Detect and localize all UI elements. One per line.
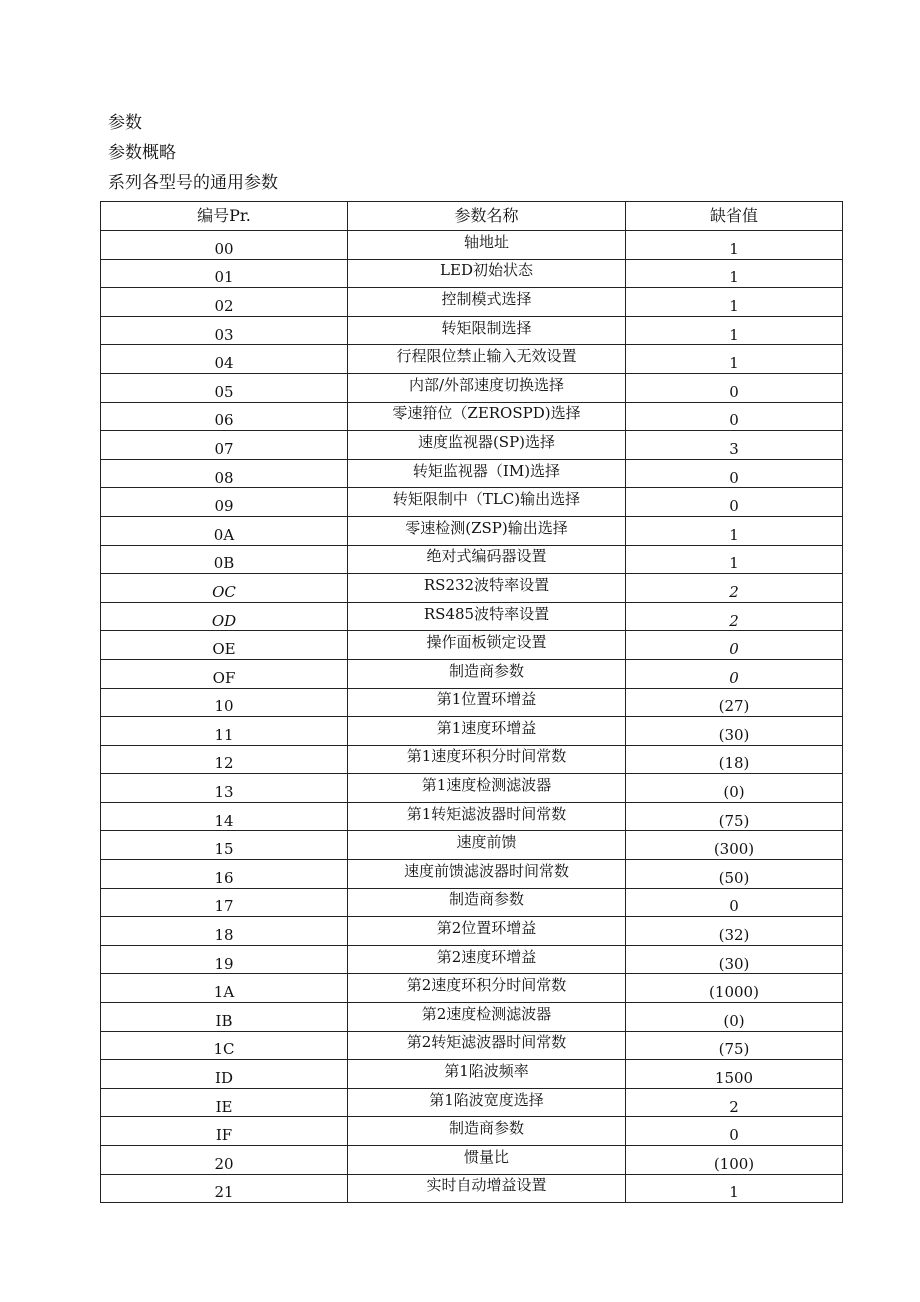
- param-name-cell: [348, 316, 626, 345]
- table-row: [101, 545, 843, 574]
- table-row: [101, 431, 843, 460]
- param-name: 内部/外部速度切换选择: [408, 375, 565, 394]
- param-default: 1: [729, 268, 739, 287]
- param-default: (75): [718, 1040, 750, 1059]
- header-default: 缺省值: [626, 202, 843, 231]
- param-name: RS485波特率设置: [423, 604, 550, 623]
- param-number-cell: [101, 402, 348, 431]
- table-row: [101, 631, 843, 660]
- table-row: [101, 974, 843, 1003]
- param-name-cell: [348, 1088, 626, 1117]
- table-row: [101, 1088, 843, 1117]
- param-name: 速度前馈滤波器时间常数: [403, 861, 569, 880]
- param-number: 07: [214, 439, 234, 458]
- param-number-cell: [101, 545, 348, 574]
- table-row: [101, 288, 843, 317]
- param-name: 第1陷波宽度选择: [429, 1090, 544, 1109]
- table-caption: 系列各型号的通用参数: [108, 173, 278, 193]
- param-default-cell: [626, 431, 843, 460]
- param-number: 1C: [213, 1040, 235, 1059]
- param-name-cell: [348, 431, 626, 460]
- param-name-cell: [348, 688, 626, 717]
- param-default-cell: [626, 831, 843, 860]
- param-default: (27): [718, 697, 750, 716]
- param-name-cell: [348, 888, 626, 917]
- param-default-cell: [626, 574, 843, 603]
- param-number-cell: [101, 316, 348, 345]
- table-row: [101, 231, 843, 260]
- param-default: 0: [729, 897, 739, 916]
- table-row: [101, 1174, 843, 1203]
- param-number-cell: [101, 917, 348, 946]
- param-default-cell: [626, 402, 843, 431]
- table-row: [101, 1117, 843, 1146]
- param-name: 制造商参数: [448, 890, 524, 909]
- param-name: 第2速度检测滤波器: [421, 1004, 552, 1023]
- param-default: (1000): [709, 983, 759, 1002]
- table-row: [101, 860, 843, 889]
- param-default-cell: [626, 659, 843, 688]
- header-name: 参数名称: [348, 202, 626, 231]
- param-number: 13: [214, 783, 234, 802]
- param-name: 第2位置环增益: [436, 919, 537, 938]
- param-name-cell: [348, 345, 626, 374]
- param-default-cell: [626, 1117, 843, 1146]
- param-number: ID: [215, 1069, 233, 1088]
- param-default: (75): [718, 811, 750, 830]
- param-default: (0): [723, 783, 745, 802]
- param-number: 03: [214, 325, 234, 344]
- param-number-cell: [101, 774, 348, 803]
- param-number-cell: [101, 1146, 348, 1175]
- param-default: 0: [729, 382, 739, 401]
- table-row: [101, 259, 843, 288]
- param-default-cell: [626, 688, 843, 717]
- param-name-cell: [348, 1060, 626, 1089]
- param-default: 1: [729, 1183, 739, 1202]
- table-row: [101, 888, 843, 917]
- table-row: [101, 316, 843, 345]
- param-name-cell: [348, 917, 626, 946]
- table-row: [101, 659, 843, 688]
- param-number-cell: [101, 831, 348, 860]
- param-number-cell: [101, 1031, 348, 1060]
- param-default: 1: [729, 239, 739, 258]
- param-name: RS232波特率设置: [423, 575, 550, 594]
- table-row: [101, 688, 843, 717]
- param-number: 15: [214, 840, 234, 859]
- param-default: (0): [723, 1011, 745, 1030]
- param-name-cell: [348, 259, 626, 288]
- param-number: 09: [214, 497, 234, 516]
- param-default: 1: [729, 354, 739, 373]
- param-name-cell: [348, 802, 626, 831]
- param-name: 第2转矩滤波器时间常数: [406, 1033, 567, 1052]
- param-name-cell: [348, 1031, 626, 1060]
- table-row: [101, 345, 843, 374]
- param-number-cell: [101, 1174, 348, 1203]
- param-default: (18): [718, 754, 750, 773]
- param-name-cell: [348, 945, 626, 974]
- param-name: 制造商参数: [448, 1119, 524, 1138]
- param-number-cell: [101, 231, 348, 260]
- param-name: 操作面板锁定设置: [426, 633, 547, 652]
- param-number-cell: [101, 602, 348, 631]
- param-number: OE: [212, 640, 236, 659]
- param-number-cell: [101, 745, 348, 774]
- param-number-cell: [101, 888, 348, 917]
- param-name-cell: [348, 974, 626, 1003]
- subsection-title: 参数概略: [108, 143, 176, 163]
- table-row: [101, 774, 843, 803]
- param-default: (100): [713, 1154, 755, 1173]
- param-default-cell: [626, 717, 843, 746]
- param-number: 05: [214, 382, 234, 401]
- param-name: 零速箝位（ZEROSPD)选择: [392, 404, 581, 423]
- param-name: 第1速度环增益: [436, 718, 537, 737]
- param-number-cell: [101, 345, 348, 374]
- param-number: 21: [214, 1183, 234, 1202]
- param-name: 转矩监视器（IM)选择: [412, 461, 561, 480]
- table-row: [101, 945, 843, 974]
- param-default: 2: [729, 1097, 739, 1116]
- table-row: [101, 373, 843, 402]
- param-number: 1A: [213, 983, 235, 1002]
- table-row: [101, 1146, 843, 1175]
- param-number-cell: [101, 373, 348, 402]
- param-name-cell: [348, 488, 626, 517]
- param-default-cell: [626, 888, 843, 917]
- param-name: 制造商参数: [448, 661, 524, 680]
- param-number: IE: [215, 1097, 233, 1116]
- table-row: [101, 402, 843, 431]
- param-name: 转矩限制中（TLC)输出选择: [392, 490, 581, 509]
- param-name: 速度监视器(SP)选择: [417, 432, 556, 451]
- param-number-cell: [101, 574, 348, 603]
- param-name-cell: [348, 774, 626, 803]
- param-default: 2: [729, 611, 739, 630]
- param-number: OD: [211, 611, 237, 630]
- param-number-cell: [101, 1117, 348, 1146]
- param-number: 12: [214, 754, 234, 773]
- param-name-cell: [348, 831, 626, 860]
- param-name: 速度前馈: [456, 833, 517, 852]
- param-number: IF: [215, 1126, 233, 1145]
- param-name-cell: [348, 1003, 626, 1032]
- param-number: 17: [214, 897, 234, 916]
- param-default: (30): [718, 954, 750, 973]
- param-default: 2: [729, 582, 739, 601]
- param-number: 18: [214, 926, 234, 945]
- param-default-cell: [626, 545, 843, 574]
- table-row: [101, 459, 843, 488]
- param-number-cell: [101, 288, 348, 317]
- table-row: [101, 574, 843, 603]
- param-number: 19: [214, 954, 234, 973]
- param-name: 转矩限制选择: [441, 318, 532, 337]
- param-number: 06: [214, 411, 234, 430]
- param-name: 第2速度环增益: [436, 947, 537, 966]
- param-default: 1500: [714, 1069, 754, 1088]
- param-default: 0: [729, 497, 739, 516]
- param-number: 10: [214, 697, 234, 716]
- param-number-cell: [101, 860, 348, 889]
- param-default-cell: [626, 602, 843, 631]
- table-row: [101, 1060, 843, 1089]
- param-name-cell: [348, 459, 626, 488]
- param-name-cell: [348, 1174, 626, 1203]
- param-default-cell: [626, 860, 843, 889]
- table-row: [101, 516, 843, 545]
- param-number-cell: [101, 974, 348, 1003]
- param-number: 00: [214, 239, 234, 258]
- param-number-cell: [101, 1088, 348, 1117]
- param-number-cell: [101, 659, 348, 688]
- param-name: 行程限位禁止输入无效设置: [396, 347, 577, 366]
- param-default: 0: [729, 1126, 739, 1145]
- param-default-cell: [626, 774, 843, 803]
- param-default-cell: [626, 1003, 843, 1032]
- param-default-cell: [626, 259, 843, 288]
- param-name-cell: [348, 659, 626, 688]
- param-default: 0: [729, 411, 739, 430]
- param-default: 1: [729, 525, 739, 544]
- param-default-cell: [626, 1088, 843, 1117]
- param-number: 14: [214, 811, 234, 830]
- param-number-cell: [101, 802, 348, 831]
- param-default: 0: [729, 668, 739, 687]
- param-default-cell: [626, 1031, 843, 1060]
- param-name: 轴地址: [463, 232, 509, 251]
- param-number: OF: [212, 668, 236, 687]
- table-row: [101, 602, 843, 631]
- section-title: 参数: [108, 113, 142, 133]
- param-default: (50): [718, 868, 750, 887]
- param-default-cell: [626, 802, 843, 831]
- param-default-cell: [626, 488, 843, 517]
- param-name-cell: [348, 231, 626, 260]
- param-default-cell: [626, 1174, 843, 1203]
- param-default: 0: [729, 640, 739, 659]
- param-number: 16: [214, 868, 234, 887]
- parameter-table: [100, 201, 843, 1203]
- param-name-cell: [348, 745, 626, 774]
- param-name: 惯量比: [463, 1147, 509, 1166]
- param-default-cell: [626, 345, 843, 374]
- param-name-cell: [348, 545, 626, 574]
- param-name-cell: [348, 631, 626, 660]
- param-name: 第1速度检测滤波器: [421, 776, 552, 795]
- param-default: (32): [718, 926, 750, 945]
- param-number: 11: [214, 725, 234, 744]
- param-number: 0B: [213, 554, 235, 573]
- table-row: [101, 745, 843, 774]
- table-row: [101, 831, 843, 860]
- param-number: 08: [214, 468, 234, 487]
- param-number-cell: [101, 488, 348, 517]
- param-name-cell: [348, 516, 626, 545]
- param-number: 0A: [213, 525, 235, 544]
- param-default: 1: [729, 325, 739, 344]
- param-default-cell: [626, 516, 843, 545]
- param-name-cell: [348, 602, 626, 631]
- param-number: 02: [214, 296, 234, 315]
- param-default-cell: [626, 316, 843, 345]
- param-default-cell: [626, 1146, 843, 1175]
- table-header-row: [101, 202, 843, 231]
- param-number-cell: [101, 1003, 348, 1032]
- param-number-cell: [101, 459, 348, 488]
- param-name: 零速检测(ZSP)输出选择: [405, 518, 568, 537]
- param-number: IB: [215, 1011, 233, 1030]
- param-name-cell: [348, 860, 626, 889]
- param-default: 0: [729, 468, 739, 487]
- param-default-cell: [626, 373, 843, 402]
- header-number: 编号Pr.: [101, 202, 348, 231]
- param-name: 实时自动增益设置: [426, 1176, 547, 1195]
- param-default: (30): [718, 725, 750, 744]
- param-number: 20: [214, 1154, 234, 1173]
- param-name: 控制模式选择: [441, 289, 532, 308]
- param-name: 第1速度环积分时间常数: [406, 747, 567, 766]
- param-number: 04: [214, 354, 234, 373]
- param-default: 1: [729, 296, 739, 315]
- param-number-cell: [101, 631, 348, 660]
- param-default-cell: [626, 288, 843, 317]
- param-name-cell: [348, 1117, 626, 1146]
- param-name: LED初始状态: [440, 261, 533, 280]
- param-name-cell: [348, 717, 626, 746]
- param-number-cell: [101, 516, 348, 545]
- param-name: 第1转矩滤波器时间常数: [406, 804, 567, 823]
- param-default-cell: [626, 459, 843, 488]
- param-default-cell: [626, 974, 843, 1003]
- param-name-cell: [348, 288, 626, 317]
- param-number: 01: [214, 268, 234, 287]
- param-default: 3: [729, 439, 739, 458]
- param-default-cell: [626, 917, 843, 946]
- param-number-cell: [101, 688, 348, 717]
- param-name-cell: [348, 574, 626, 603]
- param-name: 第2速度环积分时间常数: [406, 976, 567, 995]
- param-name: 绝对式编码器设置: [426, 547, 547, 566]
- param-name-cell: [348, 1146, 626, 1175]
- param-name: 第1位置环增益: [436, 690, 537, 709]
- param-number-cell: [101, 717, 348, 746]
- param-number: OC: [212, 582, 236, 601]
- param-default-cell: [626, 945, 843, 974]
- param-default-cell: [626, 745, 843, 774]
- table-row: [101, 1031, 843, 1060]
- table-row: [101, 717, 843, 746]
- param-number-cell: [101, 259, 348, 288]
- param-number-cell: [101, 945, 348, 974]
- param-default-cell: [626, 231, 843, 260]
- param-name: 第1陷波频率: [444, 1062, 529, 1081]
- table-row: [101, 802, 843, 831]
- param-default: (300): [713, 840, 755, 859]
- param-default-cell: [626, 631, 843, 660]
- param-name-cell: [348, 402, 626, 431]
- param-default-cell: [626, 1060, 843, 1089]
- table-row: [101, 917, 843, 946]
- param-number-cell: [101, 431, 348, 460]
- param-number-cell: [101, 1060, 348, 1089]
- param-name-cell: [348, 373, 626, 402]
- param-default: 1: [729, 554, 739, 573]
- table-row: [101, 488, 843, 517]
- table-row: [101, 1003, 843, 1032]
